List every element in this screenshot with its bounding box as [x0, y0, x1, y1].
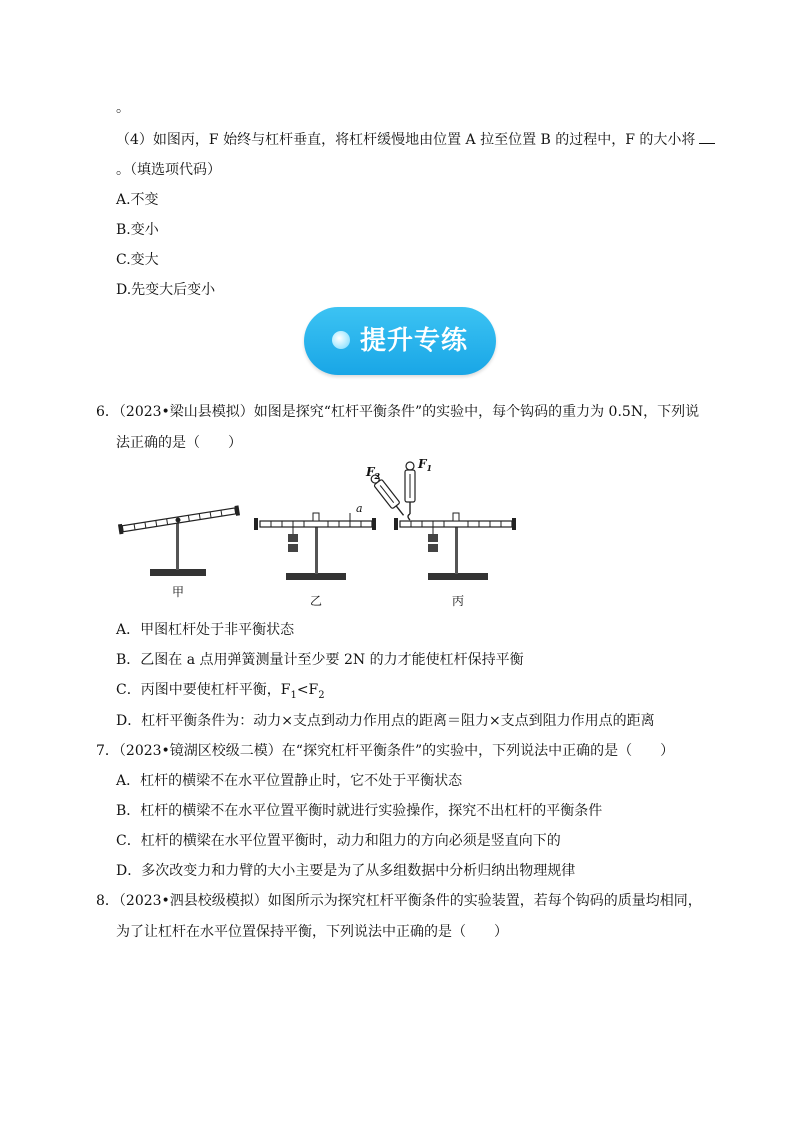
bubble-icon	[332, 331, 350, 349]
stand-base	[428, 573, 488, 580]
q6-option-a: A．甲图杠杆处于非平衡状态	[116, 622, 295, 638]
answer-blank[interactable]	[699, 131, 715, 144]
lever-bar	[260, 521, 372, 527]
hook-weight	[428, 544, 438, 552]
label-yi: 乙	[309, 594, 323, 608]
hook-weight	[428, 534, 438, 542]
q7-stem: 7．（2023•镜湖区校级二模）在“探究杠杆平衡条件”的实验中，下列说法中正确的是（ ）	[96, 743, 675, 759]
q7-option-a: A．杠杆的横梁不在水平位置静止时，它不处于平衡状态	[116, 773, 463, 789]
pivot	[453, 513, 459, 521]
practice-banner	[304, 307, 496, 375]
q5-part4-label: （4）如图丙，F 始终与杠杆垂直，将杠杆缓慢地由位置 A 拉至位置 B 的过程中，F 的大小将	[116, 132, 696, 148]
lever-yi	[254, 502, 376, 608]
lever-jia	[118, 505, 240, 599]
stand-base	[286, 573, 346, 580]
q7-option-b: B．杠杆的横梁不在水平位置平衡时就进行实验操作，探究不出杠杆的平衡条件	[116, 803, 603, 819]
spring-scale-f1	[405, 462, 415, 520]
lever-figure	[110, 458, 530, 610]
lever-bing	[365, 458, 516, 608]
label-jia: 甲	[171, 585, 185, 599]
q8-stem-line1: 8．（2023•泗县校级模拟）如图所示为探究杠杆平衡条件的实验装置，若每个钩码的质量均相同，	[96, 893, 702, 909]
hook-weight	[288, 544, 298, 552]
subscript: 1	[290, 690, 297, 701]
point-a-label: a	[356, 502, 363, 515]
option-c-compare: <F	[296, 682, 319, 698]
q5-option-d: D.先变大后变小	[116, 282, 216, 298]
label-bing: 丙	[451, 594, 465, 608]
q7-option-c: C．杠杆的横梁在水平位置平衡时，动力和阻力的方向必须是竖直向下的	[116, 833, 561, 849]
banner-label: 提升专练	[360, 326, 469, 356]
q6-stem-line2: 法正确的是（ ）	[116, 435, 242, 451]
q5-option-c: C.变大	[116, 252, 159, 268]
leading-mark: 。	[116, 100, 130, 116]
subscript: 2	[318, 690, 325, 701]
f2-label: $F_2$	[366, 465, 381, 481]
stand-pole	[315, 526, 318, 574]
stand-base	[150, 569, 206, 576]
q6-option-b: B．乙图在 a 点用弹簧测量计至少要 2N 的力才能使杠杆保持平衡	[116, 652, 524, 668]
lever-bar	[400, 521, 512, 527]
stand-pole	[455, 526, 458, 574]
q8-stem-line2: 为了让杠杆在水平位置保持平衡，下列说法中正确的是（ ）	[116, 924, 508, 940]
option-c-text: C．丙图中要使杠杆平衡，F	[116, 682, 291, 698]
q7-option-d: D．多次改变力和力臂的大小主要是为了从多组数据中分析归纳出物理规律	[116, 863, 576, 879]
q5-option-a: A.不变	[116, 192, 159, 208]
pivot	[313, 513, 319, 521]
q5-part4-tail: 。（填选项代码）	[116, 162, 221, 178]
q5-part4-text	[116, 130, 715, 150]
f1-label: $F_1$	[418, 458, 433, 473]
hook-weight	[288, 534, 298, 542]
q6-stem-line1: 6．（2023•梁山县模拟）如图是探究“杠杆平衡条件”的实验中，每个钩码的重力为 0.5N，下列说	[96, 404, 700, 420]
q5-option-b: B.变小	[116, 222, 159, 238]
q6-option-c	[116, 680, 325, 702]
q6-option-d: D．杠杆平衡条件为：动力×支点到动力作用点的距离＝阻力×支点到阻力作用点的距离	[116, 713, 655, 729]
stand-pole	[176, 520, 179, 570]
